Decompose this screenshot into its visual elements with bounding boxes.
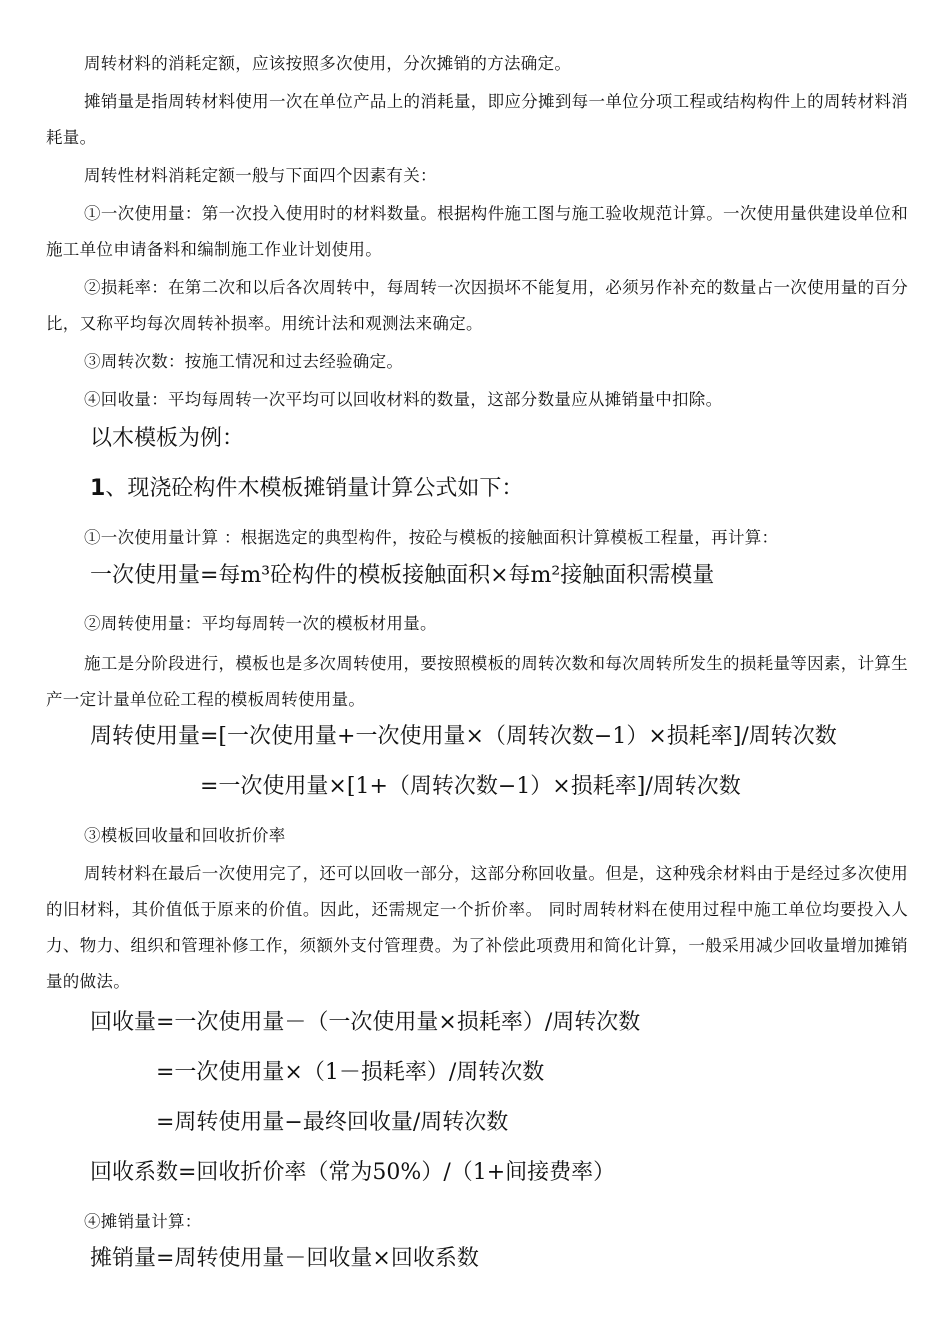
formula-recovery-coefficient: 回收系数=回收折价率（常为50%）/（1+间接费率） [90,1160,616,1185]
formula-turnover-use: 周转使用量=[一次使用量+一次使用量×（周转次数−1）×损耗率]/周转次数 [90,724,837,749]
formula-recovery: 回收量=一次使用量－（一次使用量×损耗率）/周转次数 [90,1010,641,1035]
formula-single-use: 一次使用量=每m³砼构件的模板接触面积×每m²接触面积需模量 [90,563,715,588]
paragraph-factor-recovery: ④回收量：平均每周转一次平均可以回收材料的数量，这部分数量应从摊销量中扣除。 [84,390,723,409]
formula-amortization: 摊销量=周转使用量－回收量×回收系数 [90,1246,479,1271]
formula-recovery-step3: =周转使用量−最终回收量/周转次数 [156,1110,509,1135]
paragraph-factor-loss-rate: ②损耗率：在第二次和以后各次周转中，每周转一次因损坏不能复用，必须另作补充的数量占一次使用量的百分比，又称平均每次周转补损率。用统计法和观测法来确定。 [46,278,908,333]
paragraph-amortization-calc: ④摊销量计算： [84,1212,202,1231]
formula-recovery-step2: =一次使用量×（1－损耗率）/周转次数 [156,1060,545,1085]
paragraph-factor-single-use: ①一次使用量：第一次投入使用时的材料数量。根据构件施工图与施工验收规范计算。一次使用量供建设单位和施工单位申请备料和编制施工作业计划使用。 [46,204,908,259]
paragraph-single-use-calc: ①一次使用量计算 ：根据选定的典型构件，按砼与模板的接触面积计算模板工程量，再计算： [84,528,779,547]
paragraph-intro: 周转材料的消耗定额，应该按照多次使用，分次摊销的方法确定。 [84,54,572,73]
paragraph-factor-turnover: ③周转次数：按施工情况和过去经验确定。 [84,352,404,371]
section-number: 1 [90,476,106,501]
paragraph-amortization-definition: 摊销量是指周转材料使用一次在单位产品上的消耗量，即应分摊到每一单位分项工程或结构构件上的周转材料消耗量。 [46,92,908,147]
paragraph-four-factors: 周转性材料消耗定额一般与下面四个因素有关： [84,166,437,185]
paragraph-recovery-heading: ③模板回收量和回收折价率 [84,826,286,845]
section-title: 、现浇砼构件木模板摊销量计算公式如下： [105,476,524,501]
example-label: 以木模板为例： [90,426,245,451]
paragraph-construction-stages: 施工是分阶段进行，模板也是多次周转使用，要按照模板的周转次数和每次周转所发生的损耗量等因素，计算生产一定计量单位砼工程的模板周转使用量。 [46,654,908,709]
paragraph-turnover-use: ②周转使用量：平均每周转一次的模板材用量。 [84,614,437,633]
paragraph-recovery-explanation: 周转材料在最后一次使用完了，还可以回收一部分，这部分称回收量。但是，这种残余材料由于是经过多次使用的旧材料，其价值低于原来的价值。因此，还需规定一个折价率。 同时周转材料在使用过程中施工单位均要投入人力、物力、组织和管理补修工作，须额外支付管理费。为了补偿此项费用和简化计算，一般采用减少回收量增加摊销量的做法。 [46,864,908,991]
section-heading [90,474,523,504]
formula-turnover-use-simplified: =一次使用量×[1+（周转次数−1）×损耗率]/周转次数 [200,774,741,799]
